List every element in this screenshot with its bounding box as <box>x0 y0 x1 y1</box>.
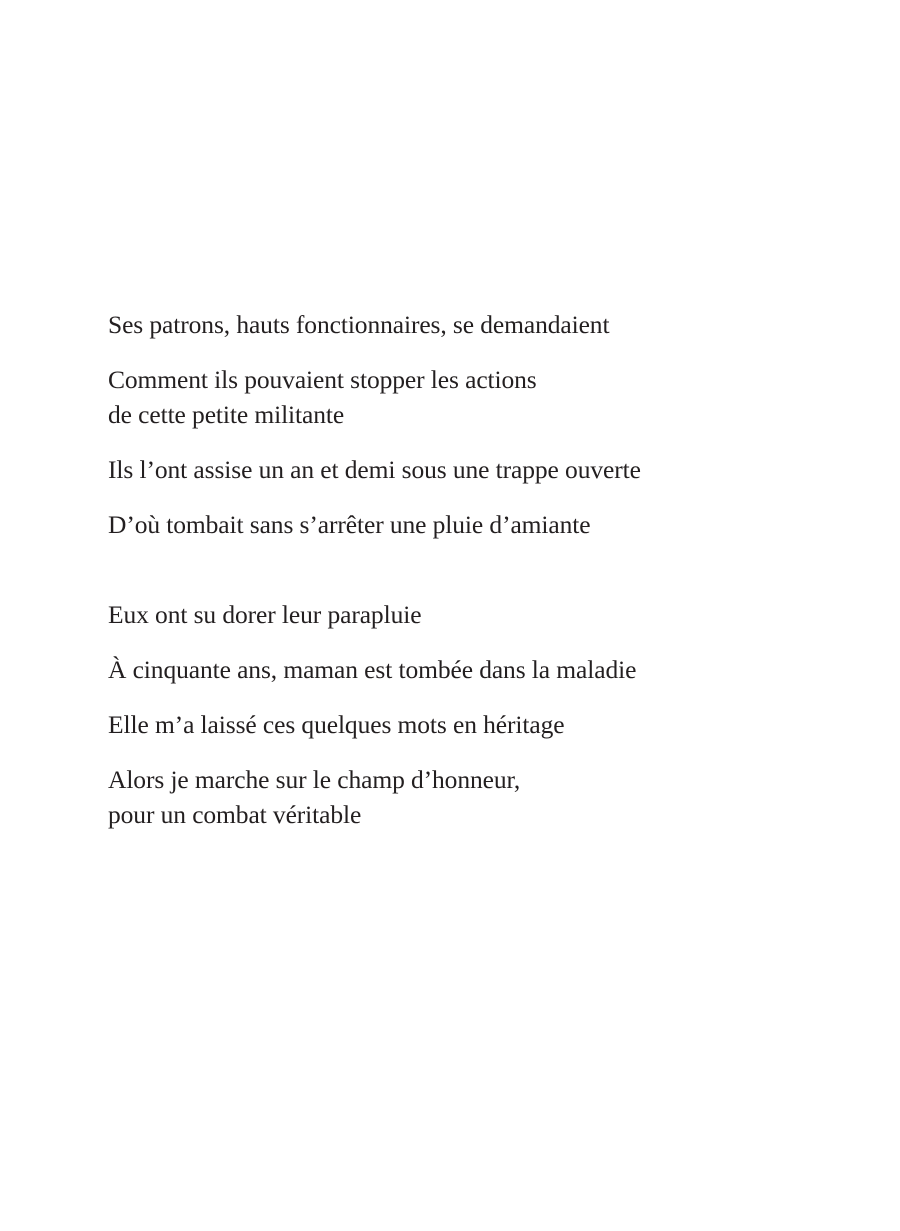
verse-line: Comment ils pouvaient stopper les actions <box>108 365 537 394</box>
verse-line: À cinquante ans, maman est tombée dans la maladie <box>108 655 637 684</box>
verse-line-continuation: pour un combat véritable <box>108 800 362 829</box>
verse <box>108 762 808 832</box>
verse <box>108 707 808 742</box>
verse <box>108 597 808 632</box>
stanza-2 <box>108 597 808 832</box>
verse-line: D’où tombait sans s’arrêter une pluie d’amiante <box>108 510 591 539</box>
verse-line: Eux ont su dorer leur parapluie <box>108 600 422 629</box>
verse <box>108 452 808 487</box>
verse <box>108 307 808 342</box>
verse-line: Alors je marche sur le champ d’honneur, <box>108 765 521 794</box>
poem-page <box>108 307 808 852</box>
verse <box>108 507 808 542</box>
verse-line: Ils l’ont assise un an et demi sous une trappe ouverte <box>108 455 641 484</box>
verse-line-continuation: de cette petite militante <box>108 400 345 429</box>
verse-line: Ses patrons, hauts fonctionnaires, se demandaient <box>108 310 610 339</box>
verse <box>108 652 808 687</box>
verse-line: Elle m’a laissé ces quelques mots en héritage <box>108 710 565 739</box>
verse <box>108 362 808 432</box>
stanza-1 <box>108 307 808 542</box>
